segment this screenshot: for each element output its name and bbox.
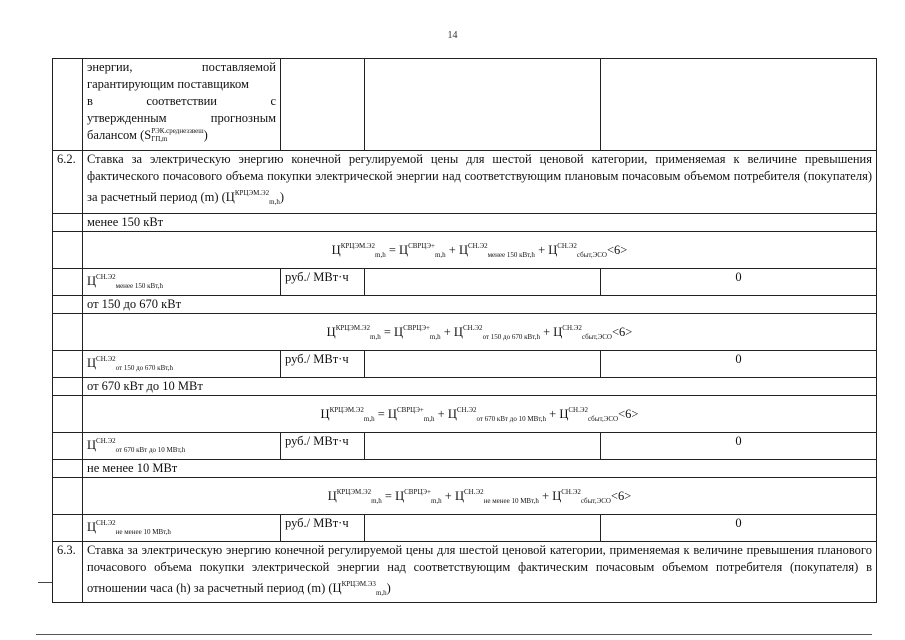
margin-mark	[38, 582, 52, 583]
value-cell: 0	[601, 433, 877, 460]
section-number: 6.2.	[53, 151, 83, 214]
value-cell: 0	[601, 269, 877, 296]
table-row-formula	[53, 232, 877, 269]
group-formula: $Ц^{КРЦЭМ.Э2}_{m,h} = Ц^{СВРЦЭ+}_{m,h} + Ц^{СН.Э2}_{менее 150 кВт,h} + Ц^{СН.Э2}_{сбыт,ЭСО}<6>$	[83, 232, 877, 269]
section-description: Ставка за электрическую энергию конечной регулируемой цены для шестой ценовой категории, применяемая к величине превышения фактического почасового объема покупки электрической энергии над соответствующим плановым почасовым объемом потребителя (покупателя) за расчетный период (m) $(Ц^{КРЦЭМ.Э2}_{m,h})$	[83, 151, 877, 214]
empty-cell	[365, 351, 601, 378]
row-symbol: $Ц^{СН.Э2}_{не менее 10 МВт,h}$	[83, 515, 281, 542]
table-row-value	[53, 351, 877, 378]
row-symbol: $Ц^{СН.Э2}_{от 670 кВт до 10 МВт,h}$	[83, 433, 281, 460]
empty-cell	[281, 59, 365, 151]
empty-cell	[365, 59, 601, 151]
table-row-value	[53, 269, 877, 296]
table-row-formula	[53, 314, 877, 351]
row-symbol: $Ц^{СН.Э2}_{от 150 до 670 кВт,h}$	[83, 351, 281, 378]
text-line: утвержденным прогнозным	[87, 111, 276, 125]
description-cell	[83, 59, 281, 151]
table-row-value	[53, 433, 877, 460]
unit-cell: руб./ МВт·ч	[281, 269, 365, 296]
group-heading: от 670 кВт до 10 МВт	[83, 378, 877, 396]
balance-formula: балансом (S РЭК.среднеззвеш ГП,m )	[87, 127, 208, 143]
table-row-section-6-2	[53, 151, 877, 214]
group-formula: $Ц^{КРЦЭМ.Э2}_{m,h} = Ц^{СВРЦЭ+}_{m,h} + Ц^{СН.Э2}_{не менее 10 МВт,h} + Ц^{СН.Э2}_{сбыт,ЭСО}<6>$	[83, 478, 877, 515]
table-row-group-heading	[53, 378, 877, 396]
tariff-table	[52, 58, 877, 603]
row-symbol: $Ц^{СН.Э2}_{менее 150 кВт,h}$	[83, 269, 281, 296]
table-row-section-6-3	[53, 542, 877, 603]
table-row-group-heading	[53, 214, 877, 232]
section-description: Ставка за электрическую энергию конечной регулируемой цены для шестой ценовой категории, применяемая к величине превышения планового почасового объема покупки электрической энергии над соответствующим фактическим почасовым объемом потребителя (покупателя) в отношении часа (h) за расчетный период (m) $(Ц^{КРЦЭМ.Э3}_{m,h})$	[83, 542, 877, 603]
group-heading: не менее 10 МВт	[83, 460, 877, 478]
unit-cell: руб./ МВт·ч	[281, 515, 365, 542]
text-line: в соответствии с	[87, 94, 276, 108]
table-row-group-heading	[53, 296, 877, 314]
text-line: гарантирующим поставщиком	[87, 77, 249, 91]
empty-cell	[365, 269, 601, 296]
unit-cell: руб./ МВт·ч	[281, 433, 365, 460]
group-formula: $Ц^{КРЦЭМ.Э2}_{m,h} = Ц^{СВРЦЭ+}_{m,h} + Ц^{СН.Э2}_{от 670 кВт до 10 МВт,h} + Ц^{СН.Э2}_{сбыт,ЭСО}<6>$	[83, 396, 877, 433]
empty-cell	[365, 515, 601, 542]
unit-cell: руб./ МВт·ч	[281, 351, 365, 378]
value-cell: 0	[601, 515, 877, 542]
empty-cell	[365, 433, 601, 460]
table-row-continuation	[53, 59, 877, 151]
table-row-formula	[53, 478, 877, 515]
group-heading: менее 150 кВт	[83, 214, 877, 232]
empty-cell	[601, 59, 877, 151]
page-number: 14	[447, 30, 458, 41]
group-heading: от 150 до 670 кВт	[83, 296, 877, 314]
table-row-group-heading	[53, 460, 877, 478]
table-row-value	[53, 515, 877, 542]
value-cell: 0	[601, 351, 877, 378]
number-cell	[53, 59, 83, 151]
table-row-formula	[53, 396, 877, 433]
section-number: 6.3.	[53, 542, 83, 603]
text-line: энергии, поставляемой	[87, 60, 276, 74]
group-formula: $Ц^{КРЦЭМ.Э2}_{m,h} = Ц^{СВРЦЭ+}_{m,h} + Ц^{СН.Э2}_{от 150 до 670 кВт,h} + Ц^{СН.Э2}_{сбыт,ЭСО}<6>$	[83, 314, 877, 351]
page-edge-line	[36, 634, 872, 635]
